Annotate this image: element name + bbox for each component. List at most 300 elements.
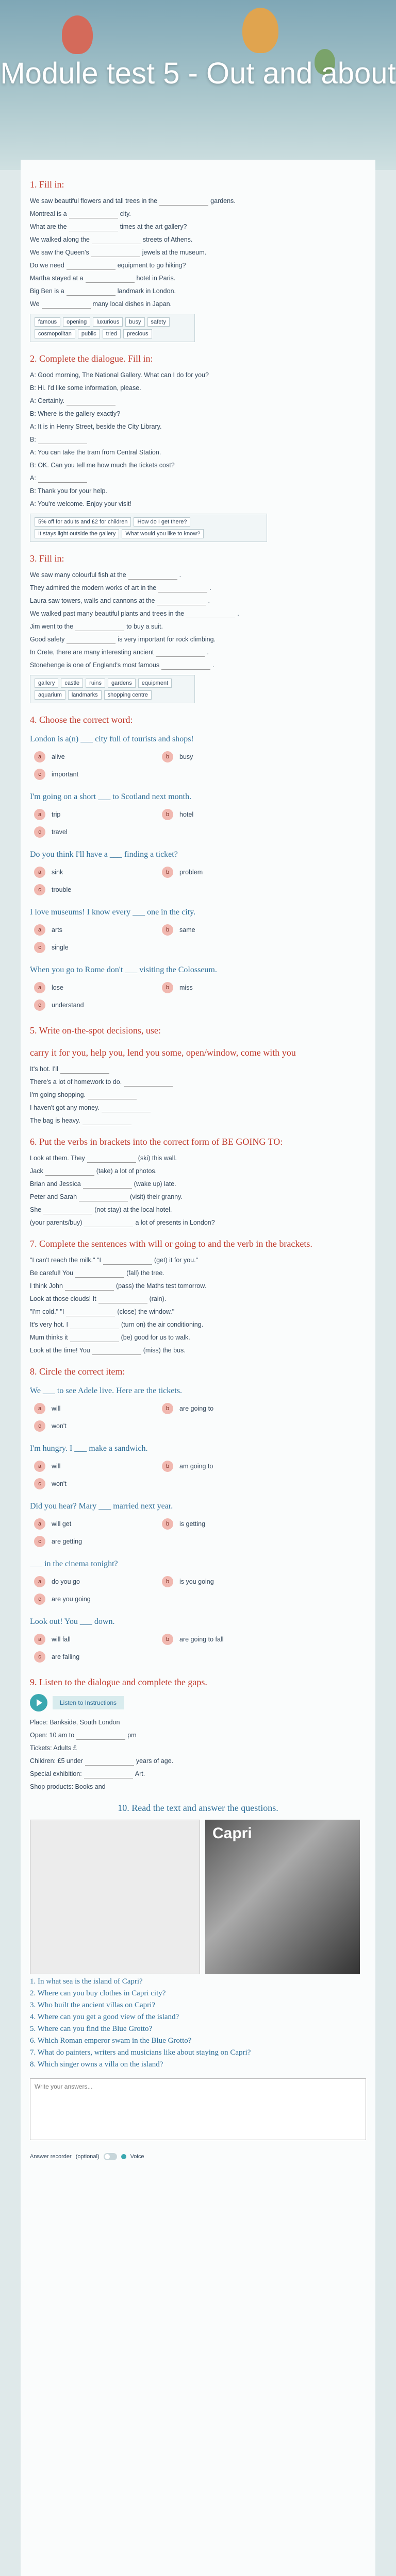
- option-row: [30, 863, 366, 881]
- line-text: (your parents/buy): [30, 1219, 82, 1226]
- answer-blank[interactable]: [91, 250, 140, 257]
- exercise-line: [30, 299, 366, 309]
- exercise-line: [30, 422, 366, 431]
- option-label: understand: [52, 1002, 84, 1009]
- answer-blank[interactable]: [186, 611, 235, 618]
- word-chip[interactable]: It stays light outside the gallery: [35, 529, 119, 538]
- reading-question: 7. What do painters, writers and musicians like about staying on Capri?: [30, 2048, 251, 2057]
- option-letter[interactable]: c: [34, 999, 45, 1011]
- word-chip[interactable]: How do I get there?: [134, 517, 190, 527]
- exercise-line: [30, 209, 366, 218]
- recorder-state: Voice: [130, 2154, 144, 2160]
- exercise-line: [30, 570, 366, 580]
- question-text: We ___ to see Adele live. Here are the tickets.: [30, 1386, 183, 1395]
- answer-blank[interactable]: [159, 198, 208, 206]
- answer-option[interactable]: [34, 1420, 158, 1432]
- option-letter[interactable]: c: [34, 942, 45, 953]
- audio-label: Listen to Instructions: [53, 1696, 124, 1709]
- word-chip[interactable]: gardens: [108, 679, 136, 688]
- answer-option[interactable]: [34, 751, 158, 762]
- exercise-line: [30, 1154, 366, 1163]
- section-heading: 7. Complete the sentences with will or going to and the verb in the brackets.: [30, 1239, 312, 1249]
- line-text: Look at those clouds! It: [30, 1295, 96, 1302]
- answer-option[interactable]: [34, 884, 158, 895]
- option-letter[interactable]: a: [34, 809, 45, 820]
- word-chip[interactable]: cosmopolitan: [35, 329, 75, 338]
- answer-blank[interactable]: [82, 1118, 131, 1125]
- option-letter[interactable]: a: [34, 1518, 45, 1530]
- answer-blank[interactable]: [92, 237, 141, 244]
- option-label: sink: [52, 869, 63, 876]
- option-label: same: [179, 926, 195, 934]
- option-label: miss: [179, 984, 193, 991]
- exercise-line: [30, 1268, 366, 1278]
- line-text: (ski) this wall.: [138, 1155, 177, 1162]
- answer-blank[interactable]: [102, 1105, 151, 1112]
- option-letter[interactable]: a: [34, 982, 45, 993]
- option-row: [30, 806, 366, 823]
- exercise-line: [30, 1294, 366, 1303]
- answer-blank[interactable]: [42, 301, 91, 309]
- exercise-line: [30, 596, 366, 605]
- option-letter[interactable]: b: [162, 1576, 173, 1587]
- option-letter[interactable]: b: [162, 809, 173, 820]
- exercise-line: [30, 383, 366, 393]
- answer-blank[interactable]: [84, 1771, 133, 1778]
- answer-option[interactable]: [34, 999, 158, 1011]
- answer-blank[interactable]: [60, 1066, 109, 1074]
- exercise-line: [30, 435, 366, 444]
- line-text: Look at the time! You: [30, 1347, 90, 1354]
- option-letter[interactable]: a: [34, 751, 45, 762]
- line-text: Good safety: [30, 636, 65, 643]
- voice-icon: [121, 2154, 126, 2159]
- answer-blank[interactable]: [66, 1309, 115, 1316]
- word-chip[interactable]: public: [78, 329, 100, 338]
- option-letter[interactable]: b: [162, 1461, 173, 1472]
- word-chip[interactable]: luxurious: [93, 317, 123, 327]
- line-text: Martha stayed at a: [30, 275, 84, 282]
- line-text: pm: [127, 1732, 137, 1739]
- answer-blank[interactable]: [45, 1168, 94, 1176]
- play-button[interactable]: [30, 1694, 47, 1711]
- option-letter[interactable]: a: [34, 1576, 45, 1587]
- answer-blank[interactable]: [70, 1322, 119, 1329]
- exercise-line: [30, 1782, 366, 1791]
- question-text: When you go to Rome don't ___ visiting the Colosseum.: [30, 965, 217, 974]
- exercise-line: [30, 235, 366, 244]
- option-letter[interactable]: c: [34, 884, 45, 895]
- line-text: Jack: [30, 1167, 43, 1175]
- answer-blank[interactable]: [92, 1348, 141, 1355]
- answer-blank[interactable]: [86, 276, 135, 283]
- option-letter[interactable]: a: [34, 1634, 45, 1645]
- answer-option[interactable]: [162, 809, 286, 820]
- exercise-line: [30, 1205, 366, 1214]
- reading-text-image: [30, 1820, 200, 1974]
- line-text: city.: [120, 210, 131, 217]
- exercise-line: [30, 1333, 366, 1342]
- answer-option[interactable]: [34, 1634, 158, 1645]
- option-label: arts: [52, 926, 62, 934]
- word-chip[interactable]: gallery: [35, 679, 58, 688]
- option-label: trip: [52, 811, 61, 818]
- line-text: .: [179, 571, 182, 579]
- option-letter[interactable]: b: [162, 924, 173, 936]
- option-label: alive: [52, 753, 65, 760]
- answer-option[interactable]: [34, 1651, 158, 1663]
- answer-blank[interactable]: [69, 211, 118, 218]
- line-text: Jim went to the: [30, 623, 74, 630]
- answer-blank[interactable]: [38, 437, 87, 444]
- answer-blank[interactable]: [76, 1733, 125, 1740]
- section-heading: 10. Read the text and answer the questions.: [118, 1803, 278, 1813]
- answer-option[interactable]: [162, 924, 286, 936]
- exercise-line: [30, 1346, 366, 1355]
- answer-blank[interactable]: [79, 1194, 128, 1201]
- answer-blank[interactable]: [67, 398, 116, 405]
- answer-option[interactable]: [34, 867, 158, 878]
- option-letter[interactable]: c: [34, 1651, 45, 1663]
- option-letter[interactable]: b: [162, 751, 173, 762]
- answer-blank[interactable]: [85, 1758, 134, 1766]
- exercise-line: [30, 248, 366, 257]
- option-label: do you go: [52, 1578, 80, 1585]
- option-row: [30, 921, 366, 939]
- answer-blank[interactable]: [103, 1258, 152, 1265]
- answer-option[interactable]: [34, 769, 158, 780]
- section-heading: 3. Fill in:: [30, 553, 64, 564]
- line-text: Open: 10 am to: [30, 1732, 75, 1739]
- line-text: It's very hot. I: [30, 1321, 68, 1328]
- word-chip[interactable]: busy: [125, 317, 144, 327]
- option-label: busy: [179, 753, 193, 760]
- answer-option[interactable]: [162, 867, 286, 878]
- option-letter[interactable]: c: [34, 1536, 45, 1547]
- line-text: A:: [30, 474, 36, 482]
- line-text: Brian and Jessica: [30, 1180, 81, 1188]
- option-letter[interactable]: b: [162, 867, 173, 878]
- line-text: (wake up) late.: [134, 1180, 176, 1188]
- line-text: She: [30, 1206, 42, 1213]
- line-text: Big Ben is a: [30, 287, 64, 295]
- answer-option[interactable]: [34, 924, 158, 936]
- answer-option[interactable]: [162, 1461, 286, 1472]
- option-label: won't: [52, 1422, 67, 1430]
- exercise-line: [30, 609, 366, 618]
- answer-blank[interactable]: [156, 650, 205, 657]
- exercise-line: [30, 583, 366, 592]
- option-row: [30, 1458, 366, 1475]
- option-row: [30, 748, 366, 766]
- exercise-line: [30, 409, 366, 418]
- option-letter[interactable]: c: [34, 1478, 45, 1489]
- reading-question: 3. Who built the ancient villas on Capri?: [30, 2001, 156, 2009]
- word-chip[interactable]: famous: [35, 317, 60, 327]
- answer-option[interactable]: [34, 1461, 158, 1472]
- answer-textarea[interactable]: [30, 2078, 366, 2140]
- line-text: A: It is in Henry Street, beside the City Library.: [30, 423, 162, 430]
- word-chip[interactable]: safety: [147, 317, 170, 327]
- option-letter[interactable]: a: [34, 924, 45, 936]
- line-text: (visit) their granny.: [130, 1193, 183, 1200]
- line-text: A: You're welcome. Enjoy your visit!: [30, 500, 131, 507]
- option-row: [30, 1475, 366, 1493]
- balloon-image: [242, 8, 278, 53]
- word-chip[interactable]: ruins: [86, 679, 105, 688]
- answer-blank[interactable]: [69, 224, 118, 231]
- option-letter[interactable]: b: [162, 1634, 173, 1645]
- section-heading: 2. Complete the dialogue. Fill in:: [30, 353, 153, 364]
- exercise-line: [30, 1256, 366, 1265]
- line-text: Do we need: [30, 262, 64, 269]
- line-text: We saw many colourful fish at the: [30, 571, 126, 579]
- exercise-line: [30, 1281, 366, 1291]
- exercise-line: [30, 286, 366, 296]
- word-chip[interactable]: tried: [103, 329, 121, 338]
- option-label: will: [52, 1405, 61, 1412]
- line-text: Look at them. They: [30, 1155, 85, 1162]
- answer-option[interactable]: [162, 1634, 286, 1645]
- answer-recorder: [30, 2153, 366, 2160]
- line-text: (close) the window.": [117, 1308, 175, 1315]
- line-text: Children: £5 under: [30, 1757, 83, 1765]
- line-text: many local dishes in Japan.: [92, 300, 172, 308]
- answer-blank[interactable]: [88, 1092, 137, 1099]
- option-letter[interactable]: a: [34, 867, 45, 878]
- line-text: streets of Athens.: [142, 236, 193, 243]
- answer-option[interactable]: [34, 942, 158, 953]
- exercise-line: [30, 448, 366, 457]
- exercise-line: [30, 1090, 366, 1099]
- answer-option[interactable]: [34, 809, 158, 820]
- line-text: I think John: [30, 1282, 63, 1290]
- answer-blank[interactable]: [87, 1156, 136, 1163]
- option-label: will get: [52, 1520, 72, 1528]
- line-text: is very important for rock climbing.: [118, 636, 216, 643]
- answer-blank[interactable]: [67, 289, 116, 296]
- answer-blank[interactable]: [157, 598, 206, 605]
- option-label: is you going: [179, 1578, 214, 1585]
- word-chip[interactable]: castle: [61, 679, 83, 688]
- word-chip[interactable]: opening: [63, 317, 90, 327]
- option-label: travel: [52, 828, 68, 836]
- photo-caption: Capri: [212, 1825, 252, 1842]
- capri-photo: [205, 1820, 360, 1974]
- line-text: .: [209, 584, 211, 591]
- line-text: .: [237, 610, 239, 617]
- option-letter[interactable]: b: [162, 982, 173, 993]
- option-label: single: [52, 944, 69, 951]
- answer-option[interactable]: [34, 1403, 158, 1414]
- option-letter[interactable]: b: [162, 1403, 173, 1414]
- word-chip[interactable]: landmarks: [68, 690, 102, 700]
- line-text: We walked past many beautiful plants and trees in the: [30, 610, 185, 617]
- answer-blank[interactable]: [98, 1296, 147, 1303]
- word-chip[interactable]: precious: [123, 329, 152, 338]
- word-chip[interactable]: 5% off for adults and £2 for children: [35, 517, 131, 527]
- section-heading: 8. Circle the correct item:: [30, 1366, 125, 1377]
- section-heading: 4. Choose the correct word:: [30, 715, 133, 725]
- answer-blank[interactable]: [75, 624, 124, 631]
- answer-blank[interactable]: [83, 1181, 132, 1189]
- question-text: I'm going on a short ___ to Scotland next month.: [30, 792, 192, 801]
- exercise-line: [30, 274, 366, 283]
- answer-option[interactable]: [34, 1536, 158, 1547]
- option-row: [30, 996, 366, 1014]
- option-label: will: [52, 1463, 61, 1470]
- answer-blank[interactable]: [75, 1270, 124, 1278]
- option-letter[interactable]: c: [34, 826, 45, 838]
- line-text: A: Good morning, The National Gallery. What can I do for you?: [30, 371, 209, 379]
- option-row: [30, 1648, 366, 1666]
- option-row: [30, 766, 366, 783]
- word-chip[interactable]: aquarium: [35, 690, 65, 700]
- option-letter[interactable]: b: [162, 1518, 173, 1530]
- line-text: times at the art gallery?: [120, 223, 187, 230]
- section-heading: 1. Fill in:: [30, 179, 64, 190]
- option-label: am going to: [179, 1463, 213, 1470]
- reading-question: 8. Which singer owns a villa on the island?: [30, 2060, 163, 2069]
- reading-question: 2. Where can you buy clothes in Capri city?: [30, 1989, 166, 1997]
- reading-question: 6. Which Roman emperor swam in the Blue Grotto?: [30, 2037, 192, 2045]
- line-text: B: Where is the gallery exactly?: [30, 410, 121, 417]
- option-letter[interactable]: a: [34, 1403, 45, 1414]
- option-label: are falling: [52, 1653, 80, 1660]
- exercise-line: [30, 660, 366, 670]
- line-text: (turn on) the air conditioning.: [121, 1321, 204, 1328]
- section-heading: 9. Listen to the dialogue and complete the gaps.: [30, 1677, 207, 1687]
- answer-blank[interactable]: [158, 585, 207, 592]
- line-text: (pass) the Maths test tomorrow.: [116, 1282, 206, 1290]
- question-text: Do you think I'll have a ___ finding a ticket?: [30, 850, 178, 859]
- word-chip[interactable]: What would you like to know?: [122, 529, 204, 538]
- answer-option[interactable]: [34, 1478, 158, 1489]
- hero-banner: [0, 0, 396, 170]
- option-label: are getting: [52, 1538, 82, 1545]
- line-text: I'm going shopping.: [30, 1091, 86, 1098]
- answer-option[interactable]: [34, 1518, 158, 1530]
- recorder-toggle[interactable]: [104, 2153, 117, 2160]
- option-row: [30, 1590, 366, 1608]
- exercise-line: [30, 1064, 366, 1074]
- answer-option[interactable]: [162, 1518, 286, 1530]
- answer-blank[interactable]: [84, 1220, 133, 1227]
- exercise-line: [30, 499, 366, 509]
- option-label: won't: [52, 1480, 67, 1487]
- option-label: are going to fall: [179, 1636, 224, 1643]
- section-heading: 5. Write on-the-spot decisions, use:: [30, 1025, 161, 1036]
- line-text: landmark in London.: [117, 287, 176, 295]
- answer-blank[interactable]: [67, 637, 116, 644]
- option-label: problem: [179, 869, 203, 876]
- page-title: Module test 5 - Out and about: [0, 57, 396, 90]
- answer-option[interactable]: [162, 1576, 286, 1587]
- line-text: We: [30, 300, 40, 308]
- line-text: jewels at the museum.: [142, 249, 207, 256]
- line-text: Laura saw towers, walls and cannons at the: [30, 597, 155, 604]
- answer-blank[interactable]: [38, 476, 87, 483]
- option-label: trouble: [52, 886, 72, 893]
- answer-option[interactable]: [162, 751, 286, 762]
- exercise-line: [30, 1179, 366, 1189]
- answer-blank[interactable]: [65, 1283, 114, 1291]
- line-text: B: Hi. I'd like some information, please.: [30, 384, 141, 392]
- line-text: A: You can take the tram from Central Station.: [30, 449, 161, 456]
- line-text: We saw the Queen's: [30, 249, 89, 256]
- line-text: to buy a suit.: [126, 623, 163, 630]
- question-text: London is a(n) ___ city full of tourists and shops!: [30, 735, 194, 743]
- question-text: I'm hungry. I ___ make a sandwich.: [30, 1444, 148, 1453]
- reading-question: 4. Where can you get a good view of the island?: [30, 2013, 179, 2021]
- question-text: Look out! You ___ down.: [30, 1617, 115, 1626]
- line-text: They admired the modern works of art in the: [30, 584, 157, 591]
- line-text: "I'm cold." "I: [30, 1308, 64, 1315]
- line-text: We saw beautiful flowers and tall trees in the: [30, 197, 158, 205]
- option-row: [30, 939, 366, 956]
- exercise-line: [30, 1756, 366, 1766]
- answer-blank[interactable]: [124, 1079, 173, 1087]
- option-letter[interactable]: c: [34, 1594, 45, 1605]
- option-label: lose: [52, 984, 63, 991]
- exercise-line: [30, 1116, 366, 1125]
- exercise-line: [30, 222, 366, 231]
- worksheet: [21, 160, 375, 2576]
- line-text: (not stay) at the local hotel.: [94, 1206, 172, 1213]
- answer-blank[interactable]: [43, 1207, 92, 1214]
- answer-blank[interactable]: [70, 1335, 119, 1342]
- line-text: B:: [30, 436, 36, 443]
- line-text: Mum thinks it: [30, 1334, 68, 1341]
- exercise-line: [30, 1077, 366, 1087]
- option-row: [30, 1573, 366, 1590]
- answer-option[interactable]: [162, 1403, 286, 1414]
- option-label: will fall: [52, 1636, 71, 1643]
- line-text: Stonehenge is one of England's most famous: [30, 662, 160, 669]
- section-subheading: carry it for you, help you, lend you some, open/window, come with you: [30, 1047, 296, 1058]
- option-letter[interactable]: c: [34, 1420, 45, 1432]
- line-text: B: OK. Can you tell me how much the tickets cost?: [30, 462, 175, 469]
- answer-blank[interactable]: [128, 572, 177, 580]
- answer-option[interactable]: [34, 1576, 158, 1587]
- exercise-line: [30, 1103, 366, 1112]
- recorder-label: Answer recorder: [30, 2154, 72, 2160]
- line-text: (be) good for us to walk.: [121, 1334, 190, 1341]
- option-letter[interactable]: a: [34, 1461, 45, 1472]
- word-chip[interactable]: shopping centre: [104, 690, 152, 700]
- answer-option[interactable]: [162, 982, 286, 993]
- option-row: [30, 1515, 366, 1533]
- line-text: .: [212, 662, 214, 669]
- answer-option[interactable]: [34, 1594, 158, 1605]
- exercise-line: [30, 1166, 366, 1176]
- answer-option[interactable]: [34, 826, 158, 838]
- answer-blank[interactable]: [67, 263, 116, 270]
- exercise-line: [30, 370, 366, 380]
- line-text: (miss) the bus.: [143, 1347, 186, 1354]
- option-row: [30, 1631, 366, 1648]
- balloon-image: [62, 15, 93, 54]
- answer-option[interactable]: [34, 982, 158, 993]
- line-text: (fall) the tree.: [126, 1269, 164, 1277]
- word-bank: [30, 675, 195, 703]
- audio-player: [30, 1694, 366, 1711]
- option-letter[interactable]: c: [34, 769, 45, 780]
- option-label: hotel: [179, 811, 194, 818]
- word-chip[interactable]: equipment: [138, 679, 172, 688]
- line-text: In Crete, there are many interesting ancient: [30, 649, 154, 656]
- answer-blank[interactable]: [161, 663, 210, 670]
